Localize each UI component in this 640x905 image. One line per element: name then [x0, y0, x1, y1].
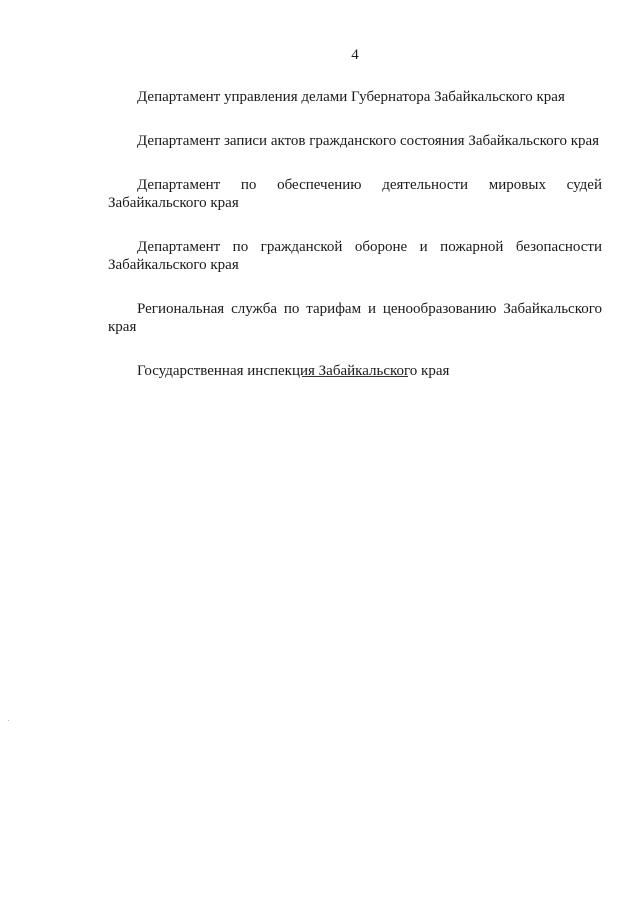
entity-list	[108, 88, 602, 406]
closing-divider	[302, 376, 408, 377]
list-item: Региональная служба по тарифам и ценообразованию Забайкальского края	[108, 301, 602, 335]
list-item: Департамент записи актов гражданского состояния Забайкальского края	[137, 133, 600, 149]
list-item: Департамент по гражданской обороне и пожарной безопасности Забайкальского края	[108, 239, 602, 273]
list-item: Департамент по обеспечению деятельности мировых судей Забайкальского края	[108, 177, 602, 211]
page-number: 4	[351, 47, 359, 63]
scan-speck	[8, 720, 9, 721]
list-item: Департамент управления делами Губернатора Забайкальского края	[137, 89, 565, 105]
list-item: Государственная инспекция Забайкальского края	[137, 363, 450, 379]
